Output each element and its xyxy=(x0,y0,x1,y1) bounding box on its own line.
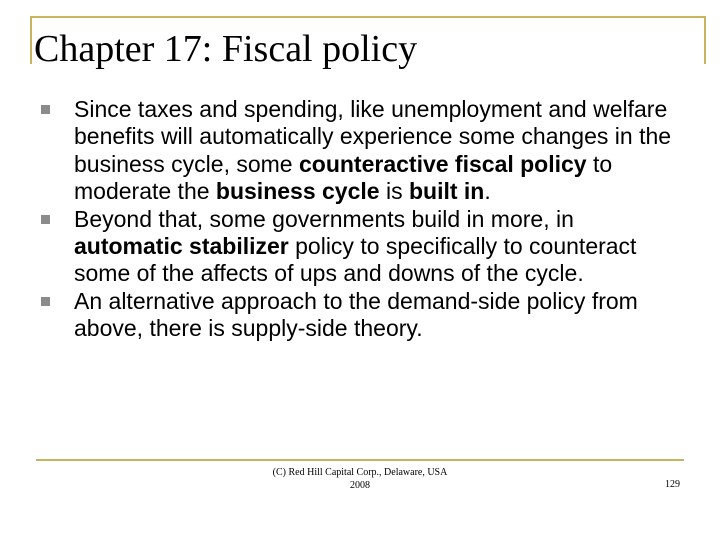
bullet-text-run: An alternative approach to the demand-side policy from above, there is supply-side theory. xyxy=(74,287,638,342)
title-frame-top-rule xyxy=(30,16,706,18)
square-bullet-icon xyxy=(41,297,50,306)
square-bullet-icon xyxy=(41,105,50,114)
bullet-item xyxy=(0,206,688,288)
bullet-text xyxy=(74,206,636,287)
bullet-bold-term: business cycle xyxy=(215,178,380,205)
bullet-text-run: Since taxes and spending, like unemployment and welfare benefits will automatically experience some changes in the business cycle, some xyxy=(74,96,672,177)
bullet-text-run: is xyxy=(379,178,409,205)
bullet-item xyxy=(0,96,688,206)
bullet-bold-term: counteractive fiscal policy xyxy=(298,150,587,177)
footer-copyright xyxy=(230,466,490,492)
bullet-text xyxy=(74,288,638,341)
square-bullet-icon xyxy=(41,215,50,224)
bullet-bold-term: automatic stabilizer xyxy=(74,233,289,260)
title-frame-left-rule xyxy=(30,16,32,64)
bullet-item xyxy=(0,288,688,343)
page-number: 129 xyxy=(665,479,680,490)
slide-title: Chapter 17: Fiscal policy xyxy=(34,28,418,70)
bullet-list xyxy=(0,96,720,343)
bullet-text-run: Beyond that, some governments build in more, in xyxy=(74,205,574,232)
bullet-bold-term: built in xyxy=(408,178,485,205)
footer-copyright-line: (C) Red Hill Capital Corp., Delaware, USA xyxy=(272,467,448,478)
bullet-text-run: to moderate the xyxy=(74,150,613,205)
bullet-text-run: policy to specifically to counteract some of the affects of ups and downs of the cycle. xyxy=(74,233,637,287)
footer-year: 2008 xyxy=(350,480,370,491)
title-frame-right-rule xyxy=(704,16,706,64)
bullet-text xyxy=(74,96,671,204)
footer-rule xyxy=(36,459,684,461)
bullet-text-run: . xyxy=(484,178,491,205)
